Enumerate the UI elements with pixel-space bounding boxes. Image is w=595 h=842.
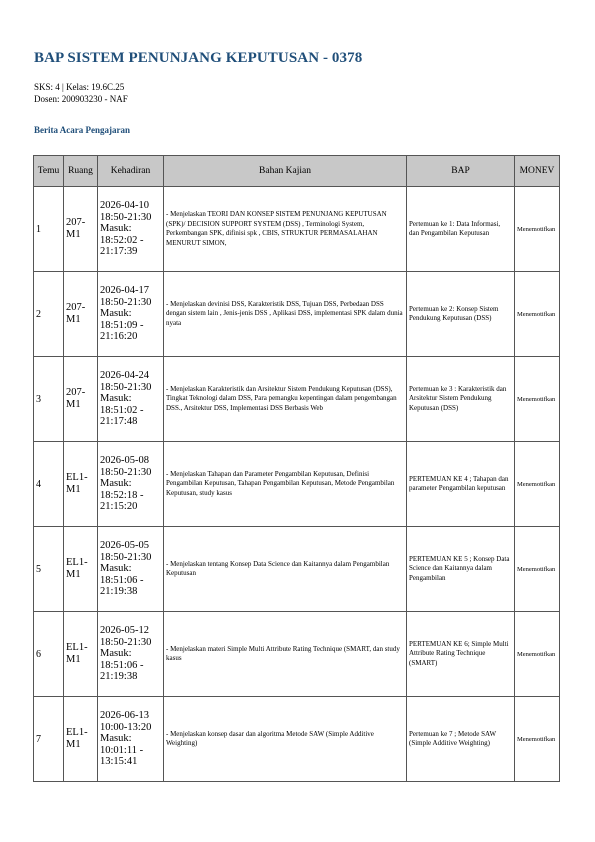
column-header-bahan-kajian: Bahan Kajian (164, 156, 407, 187)
room: EL1-M1 (64, 697, 98, 782)
schedule: 2026-04-24 18:50-21:30 (100, 370, 152, 393)
bap-note: Pertemuan ke 2: Konsep Sistem Pendukung Keputusan (DSS) (407, 272, 515, 357)
bap-note: PERTEMUAN KE 6; Simple Multi Attribute Rating Technique (SMART) (407, 612, 515, 697)
attendance (98, 697, 164, 782)
check-in-label: Masuk: (100, 733, 132, 745)
column-header-bap: BAP (407, 156, 515, 187)
check-in-time: 18:51:06 - 21:19:38 (100, 574, 144, 598)
study-material: - Menjelaskan TEORI DAN KONSEP SISTEM PENUNJANG KEPUTUSAN (SPK)/ DECISION SUPPORT SYSTEM (DSS) , Terminologi System, Perkembangan SPK, difinisi spk , CBIS, STRUKTUR PERMASALAHAN MENURUT SIMON, (164, 187, 407, 272)
room: 207-M1 (64, 357, 98, 442)
section-title: Berita Acara Pengajaran (34, 125, 130, 135)
study-material: - Menjelaskan Karakteristik dan Arsitektur Sistem Pendukung Keputusan (DSS), Tingkat Teknologi dalam DSS, Para pemangku kepentingan dalam pengembangan DSS., Arsitektur DSS, Implementasi DSS Berbasis Web (164, 357, 407, 442)
room: EL1-M1 (64, 612, 98, 697)
room: EL1-M1 (64, 442, 98, 527)
attendance (98, 272, 164, 357)
check-in-label: Masuk: (100, 563, 132, 575)
room: 207-M1 (64, 272, 98, 357)
room: EL1-M1 (64, 527, 98, 612)
check-in-label: Masuk: (100, 308, 132, 320)
monev-status: Menemotifkan (515, 612, 560, 697)
monev-status: Menemotifkan (515, 357, 560, 442)
check-in-time: 18:52:02 - 21:17:39 (100, 234, 144, 258)
meeting-number: 6 (34, 612, 64, 697)
table-row (34, 272, 560, 357)
monev-status: Menemotifkan (515, 187, 560, 272)
table-row (34, 442, 560, 527)
attendance (98, 357, 164, 442)
room: 207-M1 (64, 187, 98, 272)
study-material: - Menjelaskan tentang Konsep Data Science dan Kaitannya dalam Pengambilan Keputusan (164, 527, 407, 612)
bap-note: Pertemuan ke 1: Data Informasi, dan Pengambilan Keputusan (407, 187, 515, 272)
schedule: 2026-05-08 18:50-21:30 (100, 455, 152, 478)
check-in-label: Masuk: (100, 478, 132, 490)
check-in-time: 18:51:09 - 21:16:20 (100, 319, 144, 343)
bap-table (33, 155, 560, 782)
column-header-ruang: Ruang (64, 156, 98, 187)
check-in-label: Masuk: (100, 393, 132, 405)
table-row (34, 357, 560, 442)
attendance (98, 527, 164, 612)
schedule: 2026-05-12 18:50-21:30 (100, 625, 152, 648)
study-material: - Menjelaskan materi Simple Multi Attribute Rating Technique (SMART, dan study kasus (164, 612, 407, 697)
column-header-monev: MONEV (515, 156, 560, 187)
check-in-time: 18:51:06 - 21:19:38 (100, 659, 144, 683)
meeting-number: 3 (34, 357, 64, 442)
monev-status: Menemotifkan (515, 527, 560, 612)
study-material: - Menjelaskan konsep dasar dan algoritma Metode SAW (Simple Additive Weighting) (164, 697, 407, 782)
table-row (34, 527, 560, 612)
study-material: - Menjelaskan Tahapan dan Parameter Pengambilan Keputusan, Definisi Pengambilan Keputusan, Tahapan Pengambilan Keputusan, Metode Pengambilan Keputusan, study kasus (164, 442, 407, 527)
meeting-number: 7 (34, 697, 64, 782)
monev-status: Menemotifkan (515, 272, 560, 357)
bap-note: PERTEMUAN KE 4 ; Tahapan dan parameter Pengambilan keputusan (407, 442, 515, 527)
monev-status: Menemotifkan (515, 442, 560, 527)
check-in-time: 18:51:02 - 21:17:48 (100, 404, 144, 428)
table-header-row (34, 156, 560, 187)
meeting-number: 1 (34, 187, 64, 272)
table-row (34, 187, 560, 272)
check-in-time: 18:52:18 - 21:15:20 (100, 489, 144, 513)
course-info: SKS: 4 | Kelas: 19.6C.25 (34, 82, 125, 92)
study-material: - Menjelaskan devinisi DSS, Karakteristik DSS, Tujuan DSS, Perbedaan DSS dengan sistem lain , Jenis-jenis DSS , Aplikasi DSS, implementasi SPK dalam dunia nyata (164, 272, 407, 357)
bap-note: Pertemuan ke 3 : Karakteristik dan Arsitektur Sistem Pendukung Keputusan (DSS) (407, 357, 515, 442)
table-row (34, 612, 560, 697)
schedule: 2026-06-13 10:00-13:20 (100, 710, 152, 733)
column-header-kehadiran: Kehadiran (98, 156, 164, 187)
meeting-number: 4 (34, 442, 64, 527)
check-in-label: Masuk: (100, 648, 132, 660)
attendance (98, 187, 164, 272)
schedule: 2026-05-05 18:50-21:30 (100, 540, 152, 563)
schedule: 2026-04-17 18:50-21:30 (100, 285, 152, 308)
meeting-number: 2 (34, 272, 64, 357)
lecturer-info: Dosen: 200903230 - NAF (34, 94, 128, 104)
meeting-number: 5 (34, 527, 64, 612)
check-in-label: Masuk: (100, 223, 132, 235)
table-row (34, 697, 560, 782)
bap-note: Pertemuan ke 7 ; Metode SAW (Simple Additive Weighting) (407, 697, 515, 782)
schedule: 2026-04-10 18:50-21:30 (100, 200, 152, 223)
attendance (98, 612, 164, 697)
monev-status: Menemotifkan (515, 697, 560, 782)
bap-note: PERTEMUAN KE 5 ; Konsep Data Science dan Kaitannya dalam Pengambilan (407, 527, 515, 612)
attendance (98, 442, 164, 527)
check-in-time: 10:01:11 - 13:15:41 (100, 744, 144, 768)
column-header-temu: Temu (34, 156, 64, 187)
page-title: BAP SISTEM PENUNJANG KEPUTUSAN - 0378 (34, 50, 363, 66)
